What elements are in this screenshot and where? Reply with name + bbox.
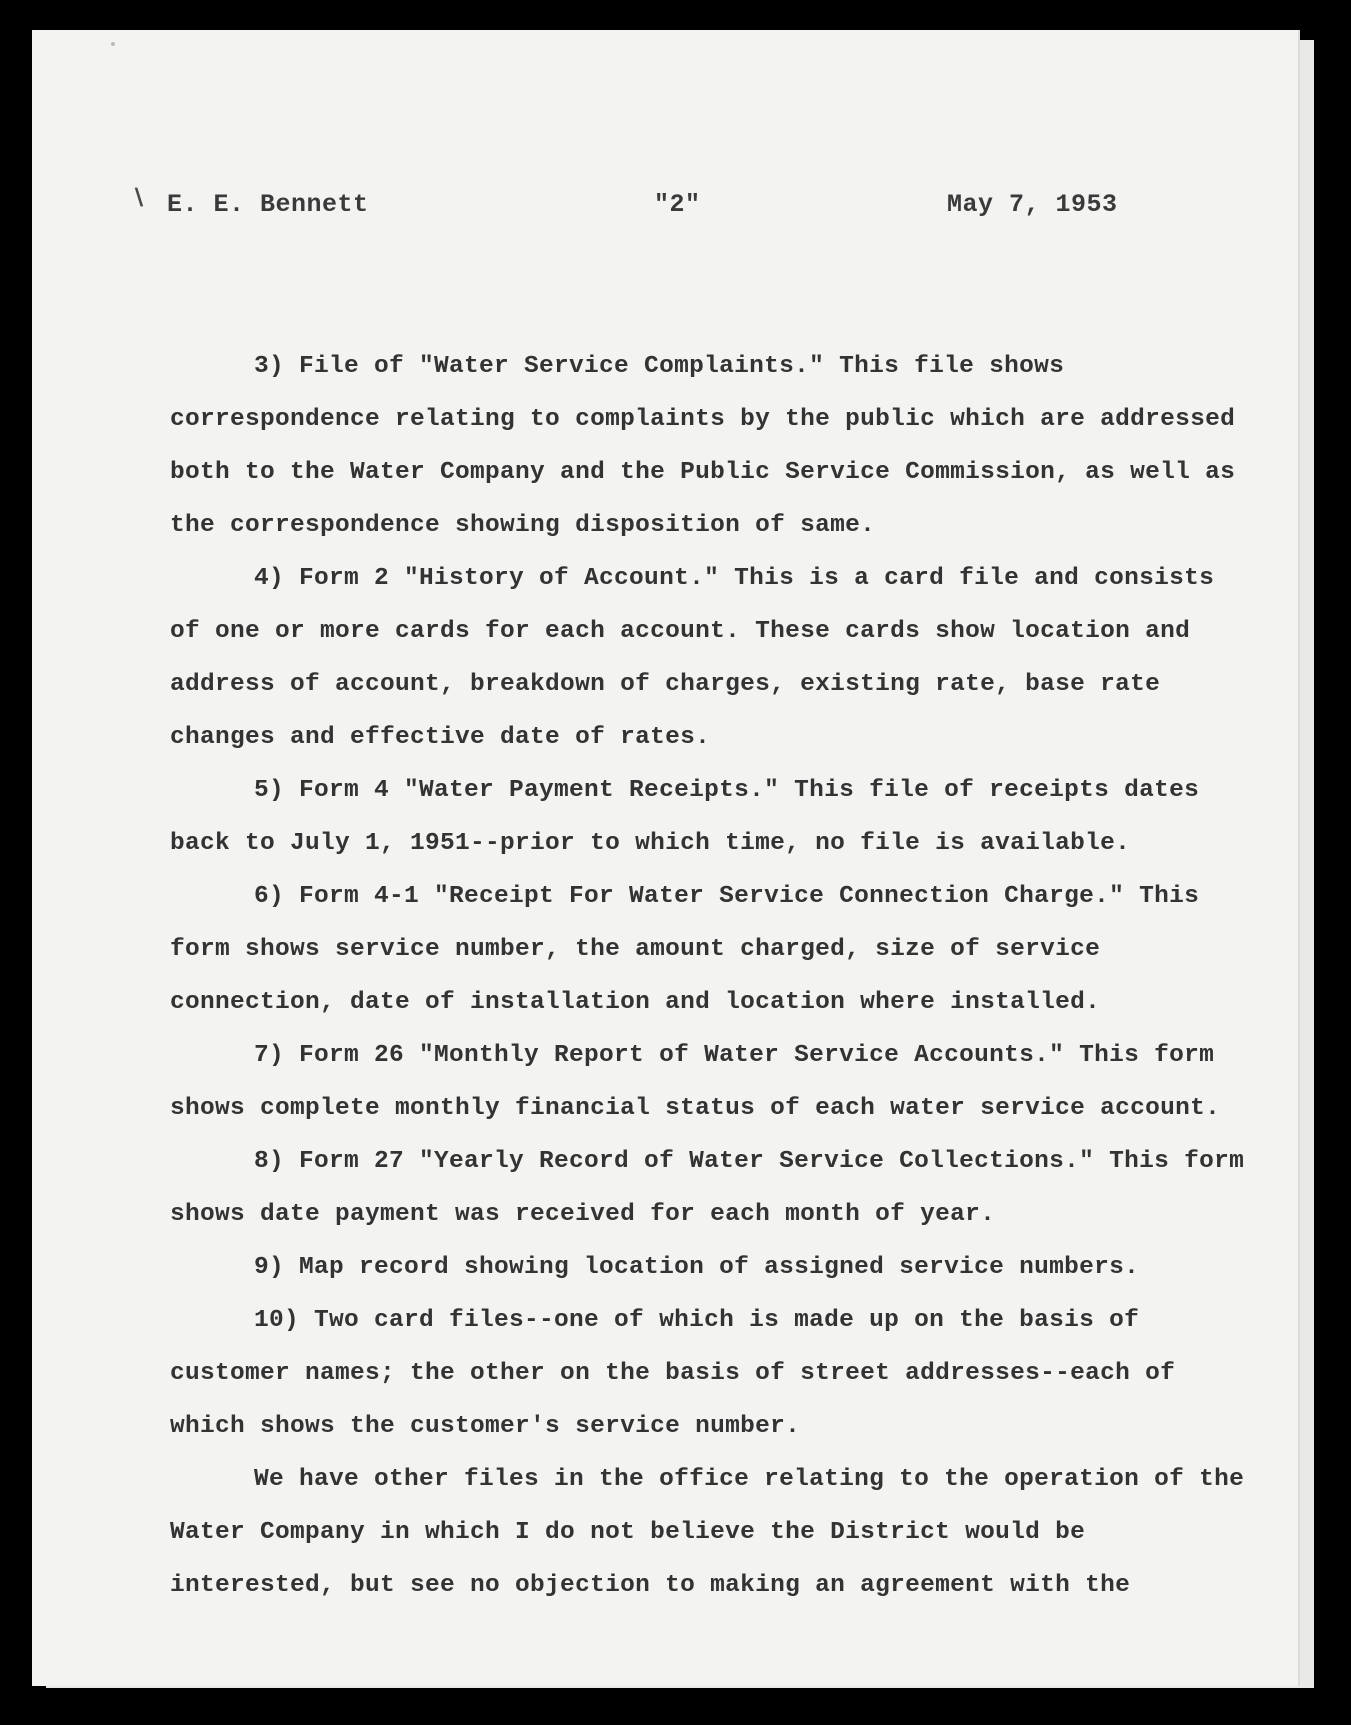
paragraph-item-8: 8) Form 27 "Yearly Record of Water Service Collections." This form shows date payment was received for each month of year.: [170, 1148, 1245, 1228]
letter-body: [170, 340, 1250, 1612]
header-date: May 7, 1953: [947, 190, 1118, 219]
check-mark-icon: ∖: [131, 187, 146, 212]
paragraph-item-9: 9) Map record showing location of assigned service numbers.: [254, 1254, 1140, 1281]
paragraph-closing: We have other files in the office relating to the operation of the Water Company in which I do not believe the District would be interested, but see no objection to making an agreement with the: [170, 1466, 1245, 1599]
paper-speck: [111, 42, 115, 46]
letter-page: [32, 30, 1298, 1686]
paragraph-item-10: 10) Two card files--one of which is made up on the basis of customer names; the other on the basis of street addresses--each of which shows the customer's service number.: [170, 1307, 1176, 1440]
paragraph-item-3: 3) File of "Water Service Complaints." This file shows correspondence relating to complaints by the public which are addressed both to the Water Company and the Public Service Commission, as well as the correspondence showing disposition of same.: [170, 353, 1236, 539]
paragraph-item-6: 6) Form 4-1 "Receipt For Water Service Connection Charge." This form shows service number, the amount charged, size of service connection, date of installation and location where installed.: [170, 883, 1200, 1016]
header-page-number: "2": [654, 190, 701, 219]
header-recipient: E. E. Bennett: [167, 190, 369, 219]
paragraph-item-5: 5) Form 4 "Water Payment Receipts." This file of receipts dates back to July 1, 1951--prior to which time, no file is available.: [170, 777, 1200, 857]
paragraph-item-4: 4) Form 2 "History of Account." This is a card file and consists of one or more cards for each account. These cards show location and address of account, breakdown of charges, existing rate, base rate changes and effective date of rates.: [170, 565, 1215, 751]
paragraph-item-7: 7) Form 26 "Monthly Report of Water Service Accounts." This form shows complete monthly financial status of each water service account.: [170, 1042, 1221, 1122]
page-header: [32, 190, 1298, 230]
